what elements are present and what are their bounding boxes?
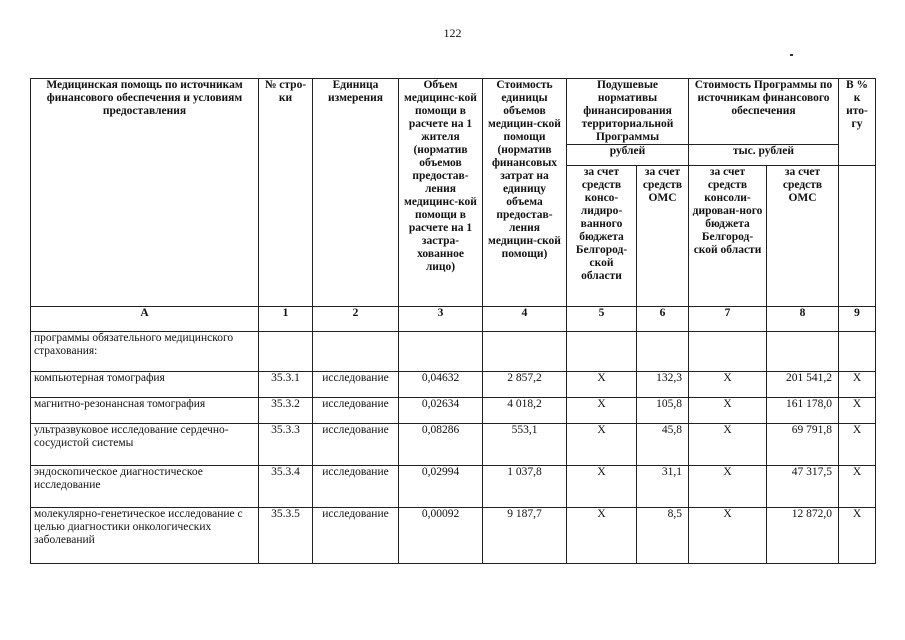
column-number: А bbox=[31, 307, 259, 332]
row-col5: Х bbox=[567, 372, 637, 398]
table-row bbox=[31, 372, 876, 398]
row-unit-cost: 1 037,8 bbox=[483, 466, 567, 508]
row-col8: 47 317,5 bbox=[767, 466, 839, 508]
row-col7: Х bbox=[689, 466, 767, 508]
section-title: программы обязательного медицинского страхования: bbox=[31, 332, 259, 372]
row-col8: 12 872,0 bbox=[767, 508, 839, 564]
row-name: эндоскопическое диагностическое исследование bbox=[31, 466, 259, 508]
row-col6: 8,5 bbox=[637, 508, 689, 564]
column-number: 1 bbox=[259, 307, 313, 332]
empty-cell bbox=[689, 332, 767, 372]
header-unit-thousand: тыс. рублей bbox=[689, 145, 839, 166]
row-unit-cost: 2 857,2 bbox=[483, 372, 567, 398]
column-number: 5 bbox=[567, 307, 637, 332]
header-col-9: В % к ито-гу bbox=[839, 79, 876, 166]
row-col8: 161 178,0 bbox=[767, 398, 839, 424]
row-col9: Х bbox=[839, 372, 876, 398]
row-line: 35.3.5 bbox=[259, 508, 313, 564]
row-line: 35.3.4 bbox=[259, 466, 313, 508]
row-col7: Х bbox=[689, 424, 767, 466]
header-col-9-empty bbox=[839, 166, 876, 307]
row-volume: 0,02634 bbox=[399, 398, 483, 424]
row-col9: Х bbox=[839, 508, 876, 564]
empty-cell bbox=[637, 332, 689, 372]
column-number: 6 bbox=[637, 307, 689, 332]
row-col5: Х bbox=[567, 508, 637, 564]
row-volume: 0,08286 bbox=[399, 424, 483, 466]
header-group-per-capita: Подушевые нормативы финансирования территориальной Программы bbox=[567, 79, 689, 145]
row-col8: 201 541,2 bbox=[767, 372, 839, 398]
header-row-groups bbox=[31, 79, 876, 145]
header-unit-rub: рублей bbox=[567, 145, 689, 166]
header-col-7: за счет средств консоли-дирован-ного бюджета Белгород-ской области bbox=[689, 166, 767, 307]
column-number: 7 bbox=[689, 307, 767, 332]
row-col6: 45,8 bbox=[637, 424, 689, 466]
row-unit: исследование bbox=[313, 466, 399, 508]
empty-cell bbox=[399, 332, 483, 372]
section-row bbox=[31, 332, 876, 372]
row-col6: 105,8 bbox=[637, 398, 689, 424]
row-unit: исследование bbox=[313, 398, 399, 424]
empty-cell bbox=[567, 332, 637, 372]
row-col9: Х bbox=[839, 398, 876, 424]
row-col7: Х bbox=[689, 508, 767, 564]
row-col7: Х bbox=[689, 372, 767, 398]
row-unit: исследование bbox=[313, 372, 399, 398]
column-number: 4 bbox=[483, 307, 567, 332]
row-col5: Х bbox=[567, 466, 637, 508]
column-number: 8 bbox=[767, 307, 839, 332]
page-number: 122 bbox=[443, 26, 462, 40]
row-name: молекулярно-генетическое исследование с целью диагностики онкологических заболеваний bbox=[31, 508, 259, 564]
column-number-row bbox=[31, 307, 876, 332]
row-name: компьютерная томография bbox=[31, 372, 259, 398]
header-col-6: за счет средств ОМС bbox=[637, 166, 689, 307]
scan-speck bbox=[790, 54, 793, 56]
row-col6: 132,3 bbox=[637, 372, 689, 398]
row-name: магнитно-резонансная томография bbox=[31, 398, 259, 424]
row-unit-cost: 553,1 bbox=[483, 424, 567, 466]
row-unit: исследование bbox=[313, 508, 399, 564]
row-col9: Х bbox=[839, 466, 876, 508]
header-col-5: за счет средств консо-лидиро-ванного бюджета Белгород-ской области bbox=[567, 166, 637, 307]
header-col-2: Единица измерения bbox=[313, 79, 399, 307]
header-col-8: за счет средств ОМС bbox=[767, 166, 839, 307]
column-number: 9 bbox=[839, 307, 876, 332]
medical-care-table bbox=[30, 78, 876, 564]
header-col-3: Объем медицинс-кой помощи в расчете на 1 жителя (норматив объемов предостав-ления медицинс-кой помощи в расчете на 1 застра-хованное лицо) bbox=[399, 79, 483, 307]
row-line: 35.3.2 bbox=[259, 398, 313, 424]
row-unit: исследование bbox=[313, 424, 399, 466]
header-col-1: № стро-ки bbox=[259, 79, 313, 307]
empty-cell bbox=[313, 332, 399, 372]
header-col-4: Стоимость единицы объемов медицин-ской помощи (норматив финансовых затрат на единицу объема предостав-ления медицин-ской помощи) bbox=[483, 79, 567, 307]
row-col8: 69 791,8 bbox=[767, 424, 839, 466]
empty-cell bbox=[483, 332, 567, 372]
row-unit-cost: 4 018,2 bbox=[483, 398, 567, 424]
table-row bbox=[31, 398, 876, 424]
header-group-cost: Стоимость Программы по источникам финансового обеспечения bbox=[689, 79, 839, 145]
empty-cell bbox=[767, 332, 839, 372]
row-col7: Х bbox=[689, 398, 767, 424]
row-unit-cost: 9 187,7 bbox=[483, 508, 567, 564]
column-number: 3 bbox=[399, 307, 483, 332]
row-volume: 0,04632 bbox=[399, 372, 483, 398]
row-col6: 31,1 bbox=[637, 466, 689, 508]
row-name: ультразвуковое исследование сердечно-сосудистой системы bbox=[31, 424, 259, 466]
row-line: 35.3.3 bbox=[259, 424, 313, 466]
row-col5: Х bbox=[567, 398, 637, 424]
row-col9: Х bbox=[839, 424, 876, 466]
empty-cell bbox=[259, 332, 313, 372]
row-volume: 0,00092 bbox=[399, 508, 483, 564]
header-col-a: Медицинская помощь по источникам финансового обеспечения и условиям предоставления bbox=[31, 79, 259, 307]
table-row bbox=[31, 424, 876, 466]
row-line: 35.3.1 bbox=[259, 372, 313, 398]
column-number: 2 bbox=[313, 307, 399, 332]
row-volume: 0,02994 bbox=[399, 466, 483, 508]
row-col5: Х bbox=[567, 424, 637, 466]
table-row bbox=[31, 466, 876, 508]
table-row bbox=[31, 508, 876, 564]
empty-cell bbox=[839, 332, 876, 372]
